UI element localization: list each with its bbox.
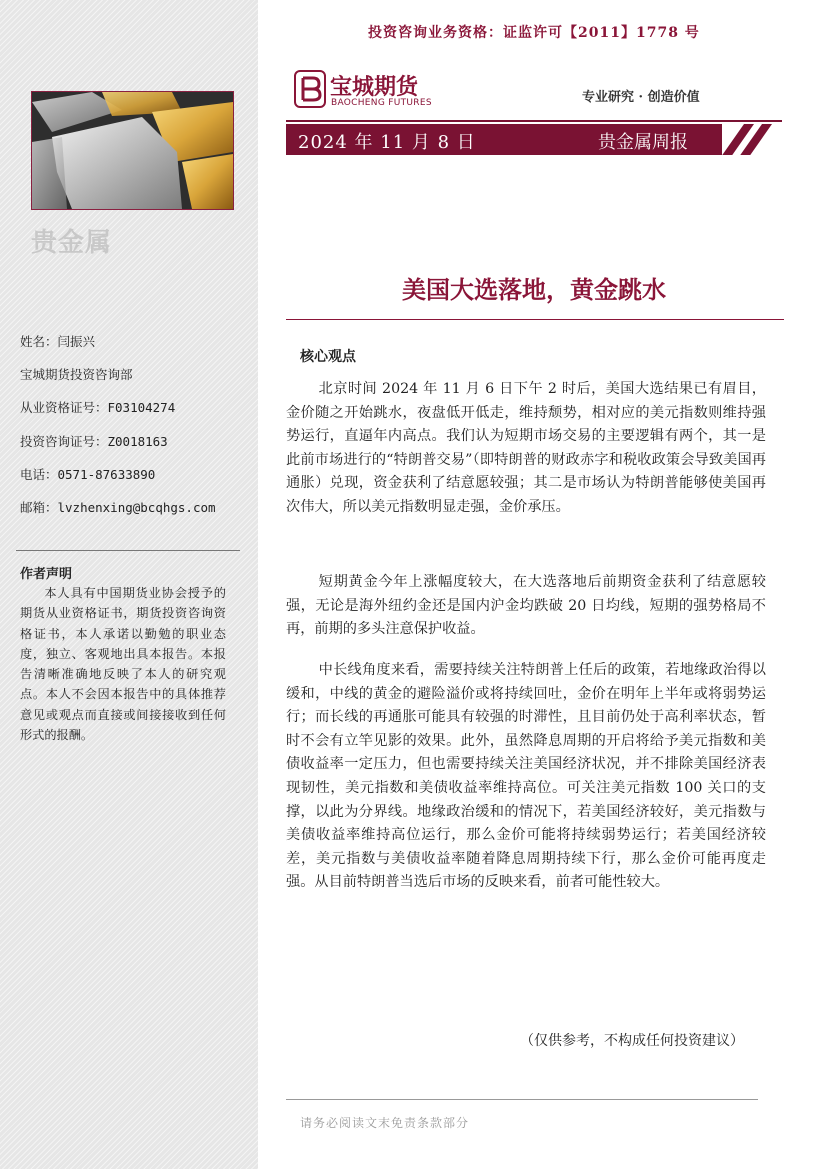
declaration-body: 本人具有中国期货业协会授予的期货从业资格证书，期货投资咨询资格证书，本人承诺以勤勉的职业态度，独立、客观地出具本报告。本报告清晰准确地反映了本人的研究观点。本人不会因本报告中的具体推荐意见或观点而直接或间接接收到任何形式的报酬。: [20, 586, 226, 743]
banner-top-rule: [286, 120, 782, 122]
logo-english-name: BAOCHENG FUTURES: [331, 98, 432, 108]
qualification-number: 从业资格证号：F03104274: [20, 400, 176, 415]
company-logo: [294, 70, 434, 112]
declaration-title: 作者声明: [20, 567, 73, 582]
body-paragraph: 中长线角度来看，需要持续关注特朗普上任后的政策，若地缘政治得以缓和，中线的黄金的避险溢价或将持续回吐，金价在明年上半年或将弱势运行；而长线的再通胀可能具有较强的时滞性，且目前仍处于高利率状态，暂时不会有立竿见影的效果。此外，虽然降息周期的开启将给予美元指数和美债收益率一定压力，但也需要持续关注美国经济状况，并不排除美国经济表现韧性，美元指数和美债收益率维持高位。可关注美元指数 100 关口的支撑，以此为分界线。地缘政治缓和的情况下，若美国经济较好，美元指数与美债收益率维持高位运行，那么金价可能将持续弱势运行；若美国经济较差，美元指数与美债收益率随着降息周期持续下行，那么金价可能再度走强。从目前特朗普当选后市场的反映来看，前者可能性较大。: [286, 662, 766, 891]
body-paragraph: 北京时间 2024 年 11 月 6 日下午 2 时后，美国大选结果已有眉目，金价随之开始跳水，夜盘低开低走，维持颓势，相对应的美元指数则维持强势运行，直逼年内高点。我们认为短期市场交易的主要逻辑有两个，其一是此前市场进行的“特朗普交易”（即特朗普的财政赤字和税收政策会导致美国再通胀）兑现，资金获利了结意愿较强；其二是市场认为特朗普能够使美国再次伟大，所以美元指数明显走强，金价承压。: [286, 381, 766, 515]
investment-disclaimer: （仅供参考，不构成任何投资建议）: [520, 1033, 744, 1049]
precious-metal-bars-image: [31, 91, 234, 210]
analyst-email: 邮箱：lvzhenxing@bcqhgs.com: [20, 500, 216, 515]
logo-chinese-name: 宝城期货: [330, 75, 419, 100]
report-type: 贵金属周报: [598, 132, 688, 153]
analyst-department: 宝城期货投资咨询部: [20, 367, 133, 382]
sidebar-category: 贵金属: [31, 228, 113, 258]
title-underline: [286, 319, 784, 320]
company-slogan: 专业研究 · 创造价值: [582, 90, 700, 105]
body-paragraph: 短期黄金今年上涨幅度较大，在大选落地后前期资金获利了结意愿较强，无论是海外纽约金还是国内沪金均跌破 20 日均线，短期的强势格局不再，前期的多头注意保护收益。: [286, 574, 766, 638]
sidebar: [0, 0, 258, 1169]
analyst-phone: 电话：0571-87633890: [20, 467, 156, 482]
footer-notice: 请务必阅读文末免责条款部分: [300, 1116, 470, 1130]
analyst-name: 姓名：闫振兴: [20, 334, 96, 349]
report-title: 美国大选落地，黄金跳水: [402, 276, 666, 304]
baocheng-logo-icon: [294, 70, 326, 108]
sidebar-divider: [16, 550, 240, 551]
footer-rule: [286, 1099, 758, 1100]
license-statement: 投资咨询业务资格：证监许可【2011】1778 号: [368, 25, 700, 41]
consulting-license-number: 投资咨询证号：Z0018163: [20, 434, 168, 449]
metal-bars-illustration: [32, 92, 233, 209]
report-date: 2024 年 11 月 8 日: [298, 132, 476, 153]
section-title-core-view: 核心观点: [300, 349, 356, 365]
